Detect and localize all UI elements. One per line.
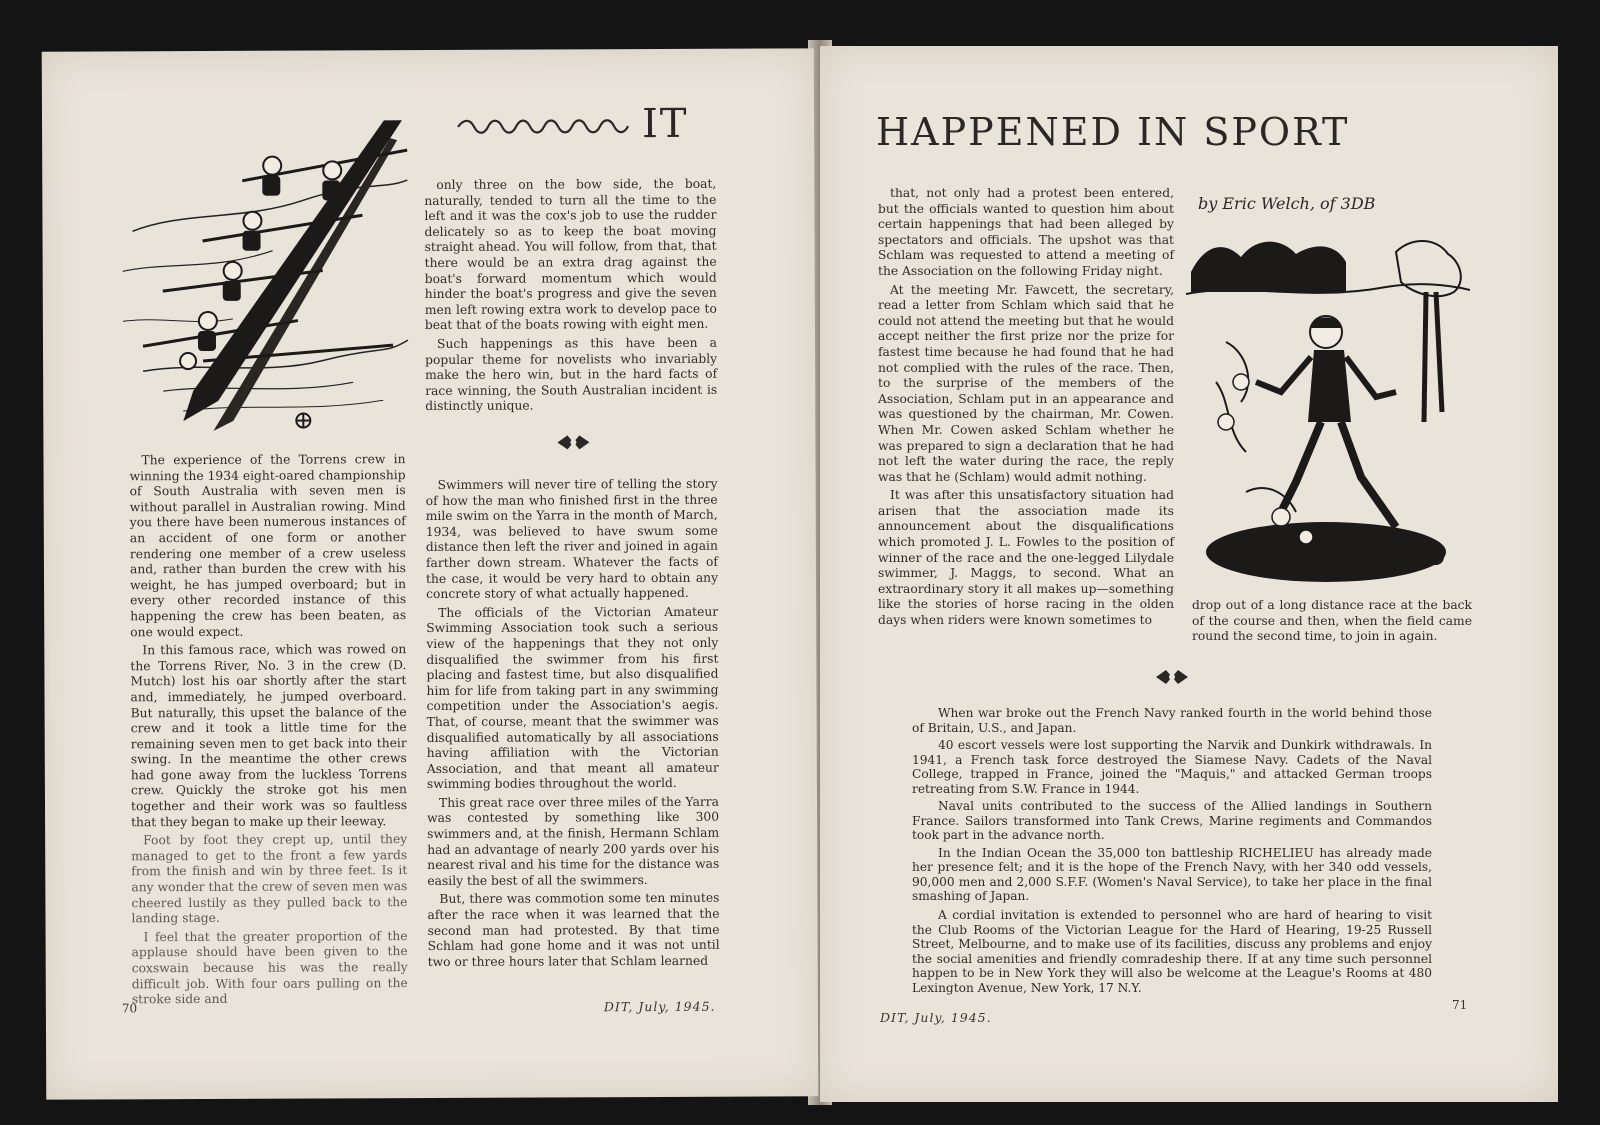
paragraph: The experience of the Torrens crew in winning the 1934 eight-oared championship of South Australia with seven men is without parallel in Australian rowing. Mind you there have been numerous instances of an accident of one form or another rendering one member of a crew useless and, rather than burden the crew with his weight, he has jumped overboard; but in every other recorded instance of this happening the crew has been beaten, as one would expect. [129,452,407,639]
paragraph: I feel that the greater proportion of the applause should have been given to the coxswain because his was the really difficult job. With four oars pulling on the stroke side and [131,928,408,1007]
paragraph: only three on the bow side, the boat, naturally, tended to turn all the time to the left and it was the cox's job to use the rudder delicately so as to keep the boat moving straight ahead. You will follow, from that, that there would be an extra drag against the boat's forward momentum which would hinder the boat's progress and give the seven men left rowing extra work to develop pace to beat that of the boats rowing with eight men. [424,176,717,333]
page-number-right: 71 [1452,998,1468,1012]
paragraph: A cordial invitation is extended to personnel who are hard of hearing to visit the Club Rooms of the Victorian League for the Hard of Hearing, 19-25 Russell Street, Melbourne, and to make use of its facilities, discuss any problems and enjoy the social amenities and friendly comradeship there. If at any time such personnel happen to be in New York they will also be welcome at the League's Rooms at 480 Lexington Avenue, New York, 17 N.Y. [912,908,1432,995]
paragraph: It was after this unsatisfactory situation had arisen that the association made its announcement about the disqualifications which promoted J. L. Fowles to the position of winner of the race and the one-legged Lilydale swimmer, J. Maggs, to second. What an extraordinary story it all makes up—something like the stories of horse racing in the olden days when riders were known sometimes to [878,488,1174,628]
hard-of-hearing-notice [912,908,1432,998]
right-column-1 [878,186,1174,632]
title-happened-in-sport: HAPPENED IN SPORT [876,110,1350,154]
section-divider-ornament [555,433,591,451]
right-column-2 [1192,598,1472,648]
paragraph: When war broke out the French Navy ranked fourth in the world behind those of Britain, U.S., and Japan. [912,706,1432,735]
byline: by Eric Welch, of 3DB [1198,194,1376,213]
footer-issue-left: DIT, July, 1945. [603,998,716,1015]
paragraph: At the meeting Mr. Fawcett, the secretary, read a letter from Schlam which said that he could not attend the meeting but that he would accept neither the first prize nor the prize for fastest time because he had found that he had not complied with the rules of the race. Then, to the surprise of the members of the Association, Schlam put in an appearance and was questioned by the chairman, Mr. Cowen. When Mr. Cowen asked Schlam whether he was prepared to sign a declaration that he had not left the water during the race, the reply was that he (Schlam) would admit nothing. [878,282,1174,484]
paragraph: In this famous race, which was rowed on the Torrens River, No. 3 in the crew (D. Mutch) lost his oar shortly after the start and, immediately, he jumped overboard. But naturally, this upset the balance of the crew and it took a little time for the remaining seven men to get back into their swing. In the meantime the other crews had gone away from the luckless Torrens crew. Quickly the stroke got his men together and their work was so faultless that they began to make up their leeway. [130,642,408,829]
left-page [42,48,819,1099]
left-column-1 [129,452,407,1011]
paragraph: 40 escort vessels were lost supporting the Narvik and Dunkirk withdrawals. In 1941, a French task force destroyed the Siamese Navy. Cadets of the Naval College, trapped in France, joined the "Maquis," and attacked German troops retreating from S.W. France in 1944. [912,738,1432,796]
paragraph: In the Indian Ocean the 35,000 ton battleship RICHELIEU has already made her presence felt; and it is the hope of the French Navy, with her 340 odd vessels, 90,000 men and 2,000 S.F.F. (Women's Naval Service), to take her place in the final smashing of Japan. [912,845,1432,903]
paragraph: drop out of a long distance race at the back of the course and then, when the field came round the second time, to join in again. [1192,598,1472,644]
french-navy-notes [912,706,1432,907]
paragraph: But, there was commotion some ten minutes after the race when it was learned that the second man had protested. By that time Schlam had gone home and it was not until two or three hours later that Schlam learned [427,891,720,969]
left-column-2-bottom [426,477,720,974]
right-page [820,46,1558,1102]
paragraph: Naval units contributed to the success of the Allied landings in Southern France. Sailors transformed into Tank Crews, Marine regiments and Commandos took part in the advance north. [912,799,1432,842]
left-column-2-top [424,177,717,418]
running-swimmer-illustration [1186,232,1470,596]
page-number-left: 70 [121,1001,138,1016]
paragraph: The officials of the Victorian Amateur Swimming Association took such a serious view of the happenings that they not only disqualified the swimmer from his first placing and fastest time, but also disqualified him for life from taking part in any swimming competition under the Association's aegis. That, of course, meant that the swimmer was disqualified automatically by all associations having affiliation with the Victorian Association, and that meant all amateur swimming bodies throughout the world. [426,604,719,792]
footer-issue-right: DIT, July, 1945. [880,1010,992,1025]
paragraph: Such happenings as this have been a popular theme for novelists who invariably make the hero win, but in the hard facts of race winning, the South Australian incident is distinctly unique. [425,335,718,414]
title-ornament-left [456,117,636,136]
title-it: IT [641,100,689,148]
paragraph: Swimmers will never tire of telling the story of how the man who finished first in the three mile swim on the Yarra in the month of March, 1934, was believed to have swum some distance then left the river and joined in again farther down stream. Whatever the facts of the case, it would be very hard to obtain any concrete story of what actually happened. [425,476,719,602]
paragraph: that, not only had a protest been entered, but the officials wanted to question him about certain happenings that had been alleged by spectators and officials. The upshot was that Schlam was requested to attend a meeting of the Association on the following Friday night. [878,186,1174,278]
section-divider-ornament [1154,668,1190,686]
rowing-crew-illustration [122,120,413,445]
paragraph: This great race over three miles of the Yarra was contested by something like 300 swimmers and, at the finish, Hermann Schlam had an advantage of nearly 200 yards over his nearest rival and his time for the distance was easily the best of all the swimmers. [427,794,720,888]
paragraph: Foot by foot they crept up, until they managed to get to the front a few yards from the finish and win by three feet. Is it any wonder that the crew of seven men was cheered lustily as they pulled back to the landing stage. [131,832,408,926]
